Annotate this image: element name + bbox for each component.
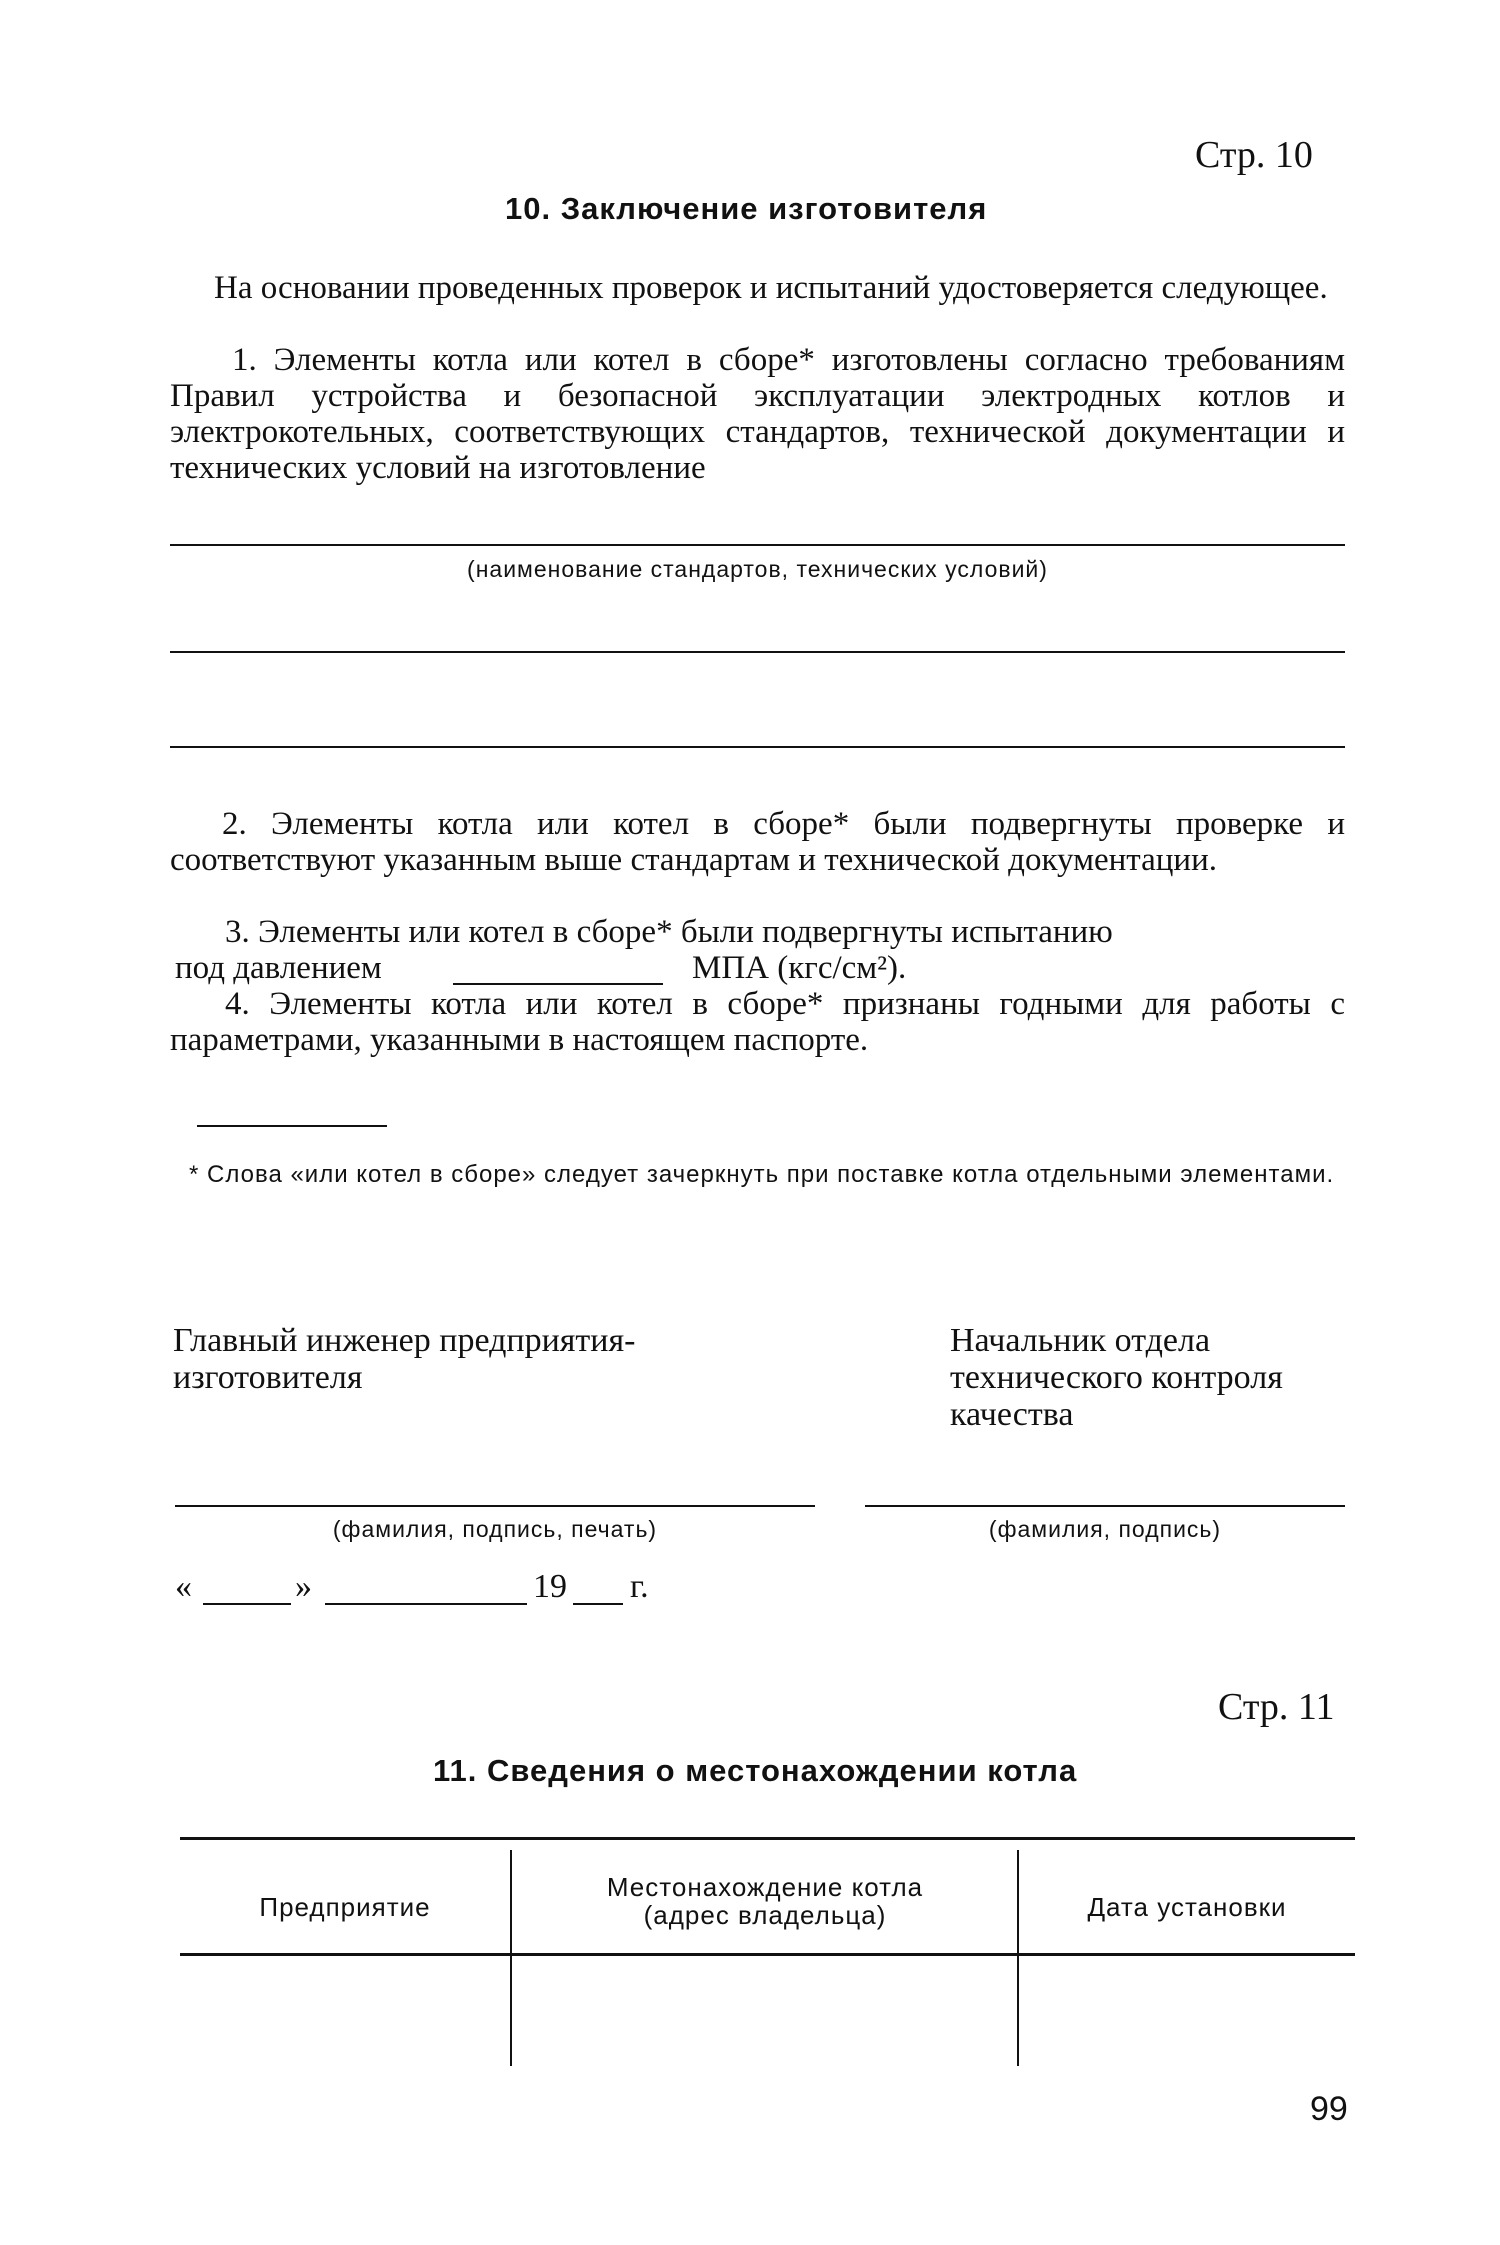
standards-line-1[interactable]: [170, 544, 1345, 546]
intro-paragraph: На основании проведенных проверок и испытаний удостоверяется следующее.: [214, 270, 1328, 306]
item-3-unit: МПА (кгс/см²).: [692, 950, 907, 986]
table-header-rule: [180, 1953, 1355, 1956]
signature-line-left[interactable]: [175, 1505, 815, 1507]
chief-engineer-title: Главный инженер предприятия-изготовителя: [173, 1322, 636, 1396]
date-close-quote: »: [295, 1568, 312, 1605]
table-header-location: Местонахождение котла (адрес владельца): [606, 1872, 924, 1930]
page-label-11: Стр. 11: [1218, 1686, 1335, 1728]
footnote: * Слова «или котел в сборе» следует зачеркнуть при поставке котла отдельными элементами.: [189, 1161, 1335, 1188]
table-header-install-date: Дата установки: [1087, 1892, 1287, 1922]
pressure-field[interactable]: [453, 983, 663, 985]
date-open-quote: «: [175, 1568, 192, 1605]
item-3-prefix: под давлением: [175, 950, 382, 986]
section-heading-11: 11. Сведения о местонахождении котла: [433, 1753, 1078, 1788]
table-cell-install-date[interactable]: [1021, 1958, 1355, 2064]
item-4-paragraph: 4. Элементы котла или котел в сборе* признаны годными для работы с параметрами, указанными в настоящем паспорте.: [170, 986, 1345, 1058]
signature-line-right[interactable]: [865, 1505, 1345, 1507]
table-row: [180, 1958, 1355, 2064]
item-2-paragraph: 2. Элементы котла или котел в сборе* были подвергнуты проверке и соответствуют указанным выше стандартам и технической документации.: [170, 806, 1345, 878]
table-top-rule: [180, 1837, 1355, 1840]
standards-line-3[interactable]: [170, 746, 1345, 748]
signature-caption-left: (фамилия, подпись, печать): [332, 1516, 658, 1542]
date-year-field[interactable]: [573, 1603, 623, 1605]
standards-caption: (наименование стандартов, технических условий): [467, 556, 1048, 582]
standards-line-2[interactable]: [170, 651, 1345, 653]
date-suffix: г.: [630, 1568, 649, 1605]
item-1-paragraph: 1. Элементы котла или котел в сборе* изготовлены согласно требованиям Правил устройства и безопасной эксплуатации электродных котлов и электрокотельных, соответствующих стандартов, технической документации и технических условий на изготовление: [170, 342, 1345, 486]
signature-caption-right: (фамилия, подпись): [988, 1516, 1222, 1542]
table-header-enterprise: Предприятие: [259, 1892, 431, 1922]
item-3-line-1: 3. Элементы или котел в сборе* были подвергнуты испытанию: [225, 914, 1113, 950]
section-heading-10: 10. Заключение изготовителя: [505, 191, 988, 226]
page-label-10: Стр. 10: [1195, 134, 1313, 176]
table-cell-enterprise[interactable]: [180, 1958, 508, 2064]
page-number: 99: [1310, 2090, 1348, 2128]
footnote-separator: [197, 1125, 387, 1127]
date-year-prefix: 19: [533, 1568, 567, 1605]
date-day-field[interactable]: [203, 1603, 291, 1605]
qc-head-title: Начальник отдела технического контроля качества: [950, 1322, 1283, 1433]
date-month-field[interactable]: [325, 1603, 527, 1605]
table-cell-location[interactable]: [512, 1958, 1017, 2064]
